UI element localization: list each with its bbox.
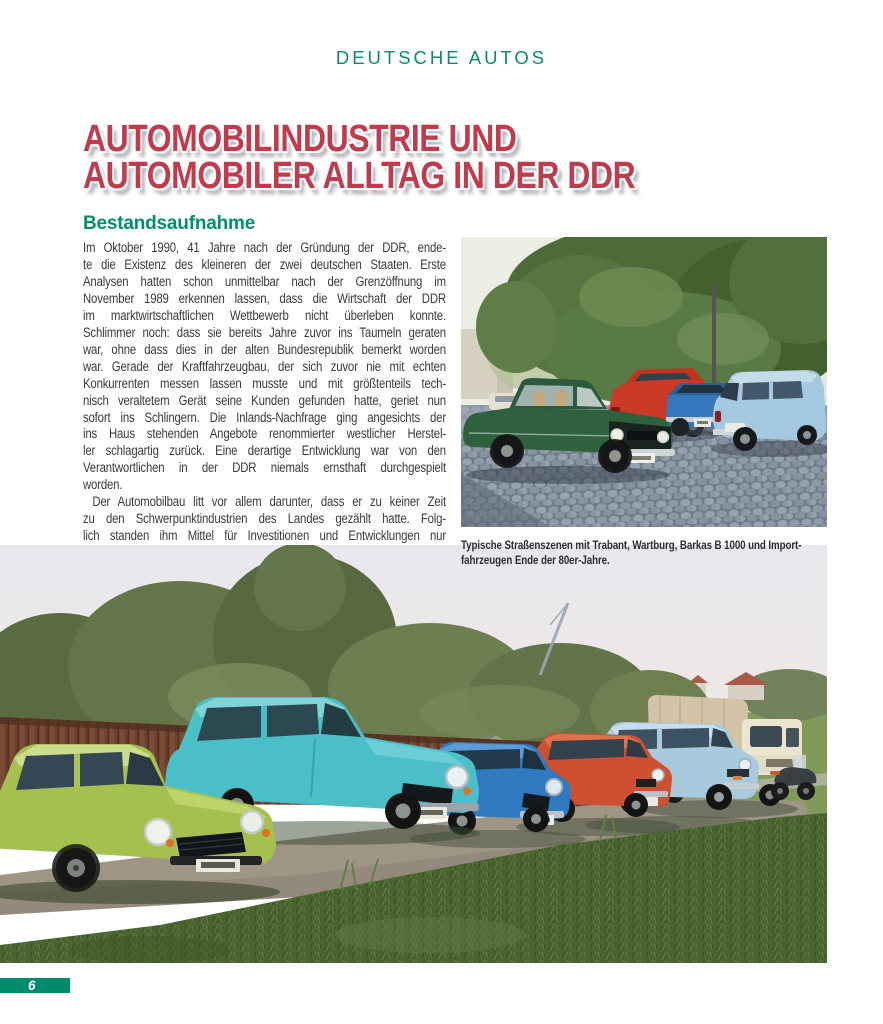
text-line: Der Automobilbau litt vor allem darunter, dass er zu keiner Zeit (92, 494, 446, 510)
text-line: worden. (83, 477, 123, 493)
trabant-kombi-lightblue (711, 370, 827, 457)
text-line: lich standen ihm Mittel für Investitionen und Entwicklungen nur (83, 528, 446, 544)
title-line-2: AUTOMOBILER ALLTAG IN DER DDR (83, 155, 636, 197)
page-number-bar (0, 978, 70, 993)
title-line-1: AUTOMOBILINDUSTRIE UND (83, 118, 517, 160)
text-line: Schlimmer noch: dass sie bereits Jahre zuvor ins Taumeln geraten (83, 324, 446, 340)
text-line: im marktwirtschaftlichen Wettbewerb nicht überleben konnte. (83, 307, 446, 323)
text-line: zu den Schwerpunktindustrien des Landes gezählt hatte. Folg- (83, 511, 446, 527)
text-line: Analysen hatten schon unmittelbar nach der Grenzöffnung im (83, 273, 446, 289)
running-head: DEUTSCHE AUTOS (335, 47, 548, 68)
article-column (83, 240, 446, 545)
text-line: Verantwortlichen in der DDR niemals ernsthaft durchgespielt (83, 460, 446, 476)
text-line: ler schlagartig zurück. Eine derartige Entwicklung war von den (83, 443, 446, 459)
paragraph-2 (83, 494, 446, 545)
caption-line-1: Typische Straßenszenen mit Trabant, Wartburg, Barkas B 1000 und Import- (461, 538, 802, 552)
text-line: te die Existenz des kleineren der zwei deutschen Staaten. Erste (83, 256, 446, 272)
text-line: November 1989 erkennen lassen, dass die Wirtschaft der DDR (83, 290, 446, 306)
text-line: ins Haus stehenden Angebote renommierter westlicher Herstel- (83, 426, 446, 442)
text-line: nisch veraltetem Gerät seine Kunden gefunden hatte, geriet nun (83, 392, 446, 408)
section-heading: Bestandsaufnahme (83, 213, 256, 234)
photo-top-illustration (461, 237, 827, 527)
text-line: Im Oktober 1990, 41 Jahre nach der Gründung der DDR, ende- (83, 240, 446, 255)
photo-street-scene-cobblestones (461, 237, 827, 527)
paragraph-1 (83, 240, 446, 494)
photo-caption (461, 538, 827, 567)
text-line: Konkurrenten messen lassen musste und mit größtenteils tech- (83, 375, 446, 391)
photo-parked-cars-fence (0, 545, 827, 963)
page-title (83, 118, 636, 197)
text-line: war, ohne dass dies in der alten Bundesrepublik bemerkt worden (83, 341, 446, 357)
photo-bottom-illustration (0, 545, 827, 963)
text-line: sofort ins Schlingern. Die Inlands-Nachfrage ging angesichts der (83, 409, 446, 425)
caption-line-2: fahrzeugen Ende der 80er-Jahre. (461, 552, 610, 567)
text-line: war. Gerade der Kraftfahrzeugbau, der sich zuvor nie mit echten (83, 358, 446, 374)
page-number: 6 (28, 978, 36, 993)
